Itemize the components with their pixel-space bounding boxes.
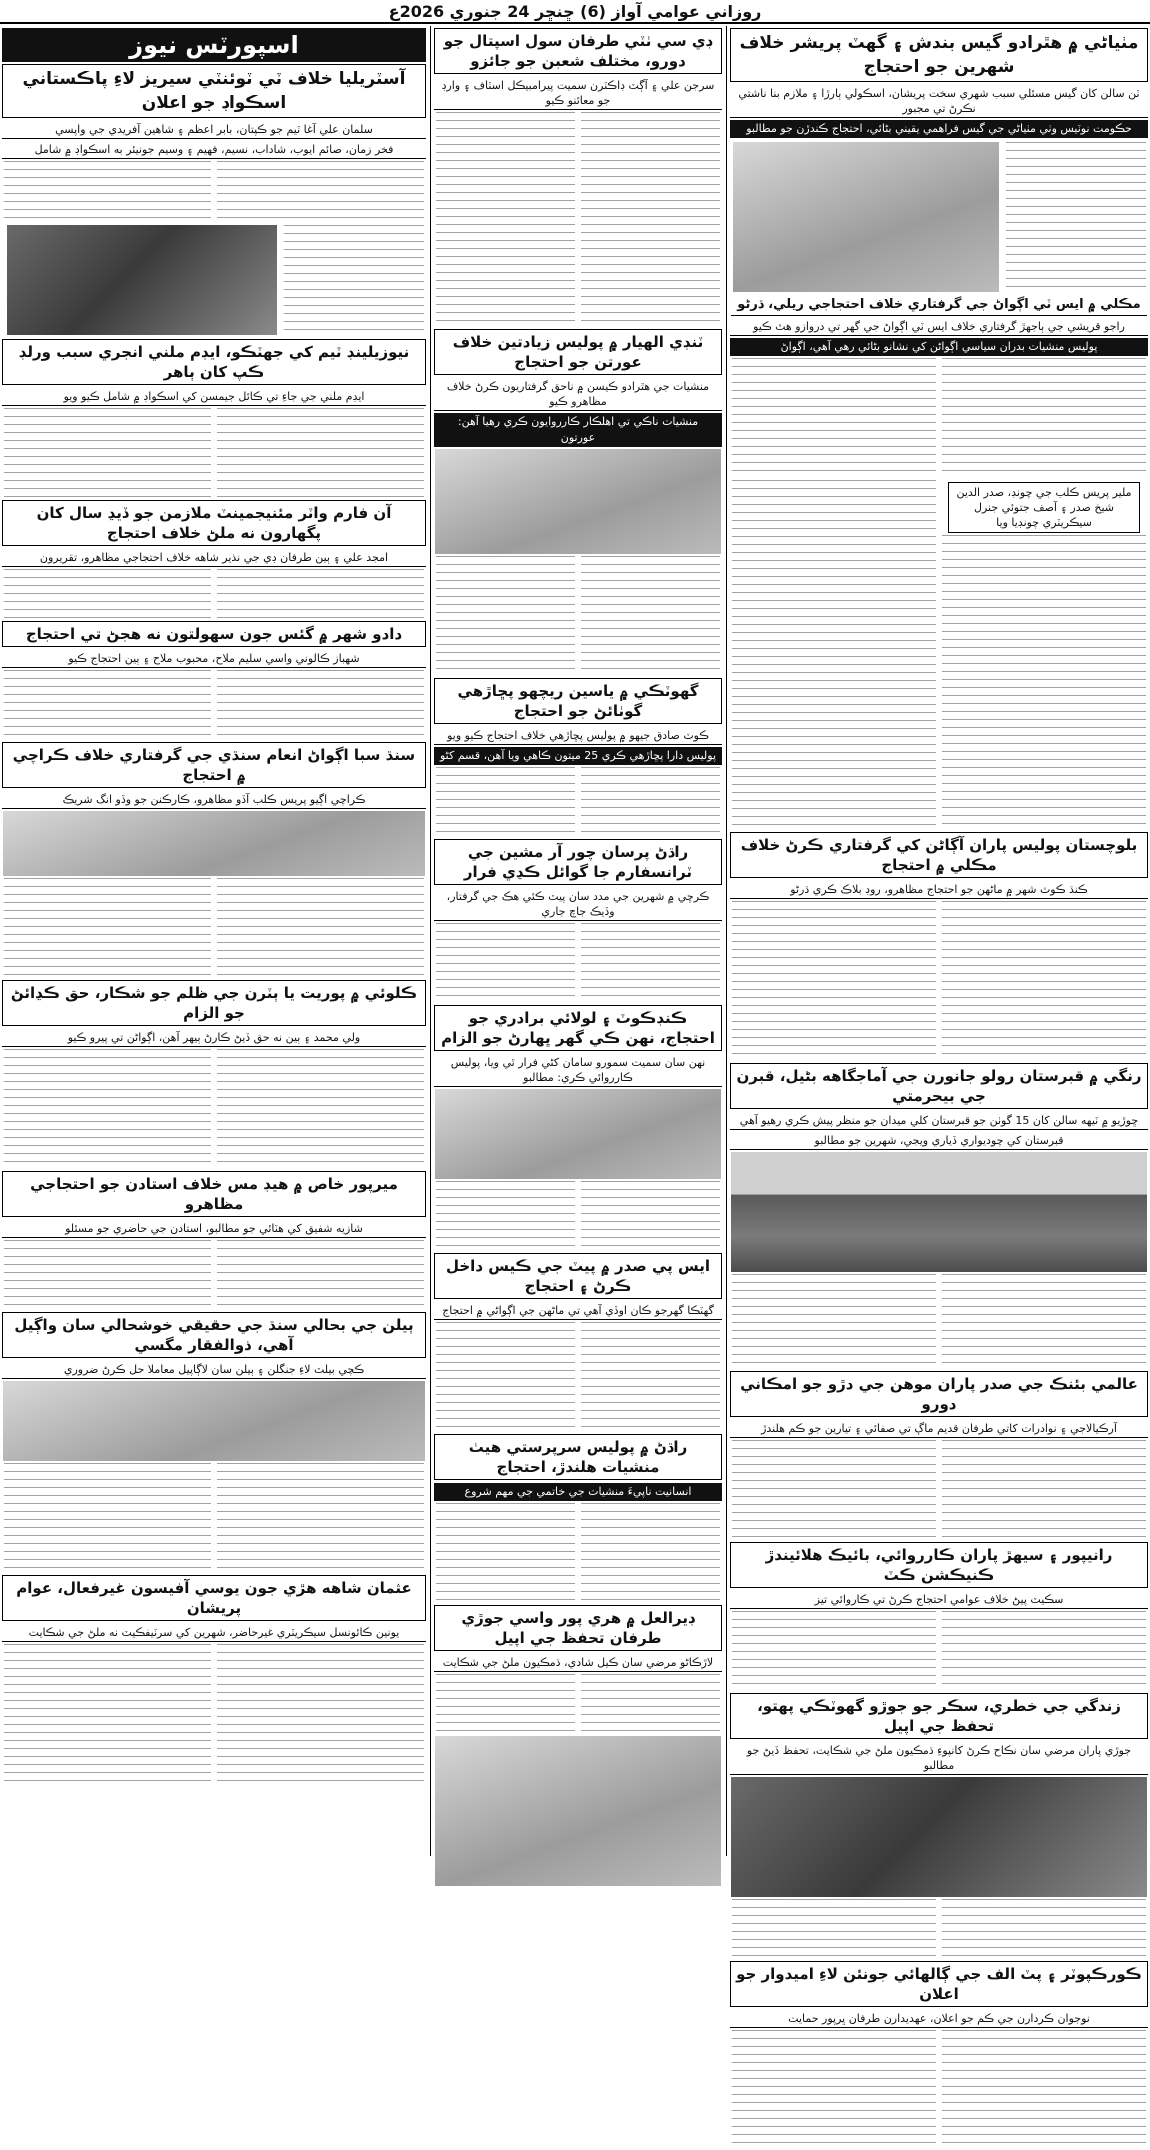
article-columns	[436, 1674, 720, 1734]
article-text	[436, 112, 575, 327]
photo-subheadline: راجو قريشي جي ٻاجهڙ گرفتاري خلاف ايس ٽي اڳواڻ جي گهر تي دروازو هٿ ڪيو	[730, 318, 1148, 336]
article-columns	[4, 878, 424, 978]
story-subheadline: ڪراچي اڳيو پريس ڪلب آڏو مظاهرو، ڪارڪنن جو وڏو انگ شريڪ	[2, 791, 426, 809]
article-text	[581, 556, 720, 676]
article-text	[942, 901, 1146, 1061]
column-divider	[726, 26, 727, 1856]
article-columns	[732, 1274, 1146, 1369]
right-column	[728, 26, 1150, 2025]
cricket-photo	[7, 225, 277, 335]
story-subheadline: ڪچي بيلٽ لاءِ جنگلن ۽ ٻيلن سان لاڳاپيل معاملا حل ڪرڻ ضروري	[2, 1361, 426, 1379]
article-columns	[4, 1049, 424, 1169]
article-columns	[436, 923, 720, 1003]
protest-photo	[733, 142, 999, 292]
lead-body	[728, 140, 1150, 294]
couple-photo	[731, 1777, 1147, 1897]
article-text	[217, 670, 424, 740]
story-deck: پوليس دارا پڇاڙهي ڪري 25 ميتون ڪاهي ويا آهن، قسم کڻو	[434, 747, 722, 765]
article-text	[732, 2030, 936, 2150]
article-text	[942, 2030, 1146, 2150]
graveyard-photo	[731, 1152, 1147, 1272]
article-text	[732, 480, 936, 830]
story-headline: ڪلوئي ۾ پوريت يا ٻٽرن جي ظلم جو شڪار، حق ڪڍائڻ جو الزام	[2, 980, 426, 1026]
article-text	[732, 1274, 936, 1369]
article-columns	[4, 569, 424, 619]
article-text	[436, 1181, 575, 1251]
article-text	[4, 161, 211, 221]
story-headline: ڊيرالعل ۾ هري پور واسي جوڙي طرفان تحفظ جي اپيل	[434, 1605, 722, 1651]
photo-headline: مڪلي ۾ ايس ٽي اڳواڻ جي گرفتاري خلاف احتجاجي ريلي، ڌرڻو	[731, 296, 1147, 316]
article-columns	[732, 2030, 1146, 2150]
article-text	[4, 569, 211, 619]
article-text	[4, 1644, 211, 1784]
story-headline: نيوزيلينڊ ٽيم کي جهٽڪو، ايڊم ملني انجري سبب ورلڊ ڪپ کان ٻاهر	[2, 339, 426, 385]
story-headline: ميرپور خاص ۾ هيڊ مس خلاف استادن جو احتجاجي مظاهرو	[2, 1171, 426, 1217]
story-headline: رانيپور ۽ سيهڙ پاران ڪارروائي، بائيڪ هلائيندڙ ڪنيڪشن ڪٽ	[730, 1542, 1148, 1588]
article-text	[4, 1049, 211, 1169]
protest-photo	[3, 811, 425, 876]
article-columns	[436, 1503, 720, 1603]
article-text	[942, 1440, 1146, 1540]
article-columns	[436, 1181, 720, 1251]
article-text	[284, 225, 424, 335]
article-text	[436, 767, 575, 837]
story-subheadline: نوجوان ڪردارن جي ڪم جو اعلان، عهديدارن طرفان ڀرپور حمايت	[730, 2010, 1148, 2028]
article-text	[581, 923, 720, 1003]
article-text	[217, 878, 424, 978]
story-subheadline: نهن سان سميت سمورو سامان کڻي فرار ٿي ويا، پوليس ڪارروائي ڪري: مطالبو	[434, 1054, 722, 1087]
story-subheadline: يونين ڪائونسل سيڪريٽري غيرحاضر، شهرين کي سرٽيفڪيٽ نه ملڻ جي شڪايت	[2, 1624, 426, 1642]
story-headline: عالمي بئنڪ جي صدر پاران موهن جي دڙو جو امڪاني دورو	[730, 1371, 1148, 1417]
story-headline: ايس پي صدر ۾ پيٽ جي ڪيس داخل ڪرڻ ۽ احتجاج	[434, 1253, 722, 1299]
article-columns	[4, 408, 424, 498]
article-text	[4, 408, 211, 498]
article-columns	[732, 358, 1146, 478]
article-text	[217, 1644, 424, 1784]
article-text	[217, 1463, 424, 1573]
story-headline: گهوٽڪي ۾ ياسين ريچهو پڇاڙهي گوٺائڻ جو احتجاج	[434, 678, 722, 724]
club-election-box: ملير پريس ڪلب جي چونڊ، صدر الدين شيخ صدر ۽ آصف جتوئي جنرل سيڪريٽري چونڊيا ويا	[948, 482, 1140, 533]
article-text	[4, 670, 211, 740]
story-headline: دادو شهر ۾ گئس جون سهولتون نه هجڻ تي احتجاج	[2, 621, 426, 647]
story-subheadline: ڪرڇي ۾ شهرين جي مدد سان پيٽ ڪئي هڪ جي گرفتار، وڏيڪ جاچ جاري	[434, 888, 722, 921]
story-headline: ٻيلن جي بحالي سنڌ جي حقيقي خوشحالي سان واڳيل آهي، ذوالفقار مگسي	[2, 1312, 426, 1358]
article-text	[217, 161, 424, 221]
middle-column	[432, 26, 724, 1856]
article-text	[436, 923, 575, 1003]
sports-news-banner: اسپورٽس نيوز	[2, 28, 426, 62]
article-text	[217, 569, 424, 619]
article-text	[436, 1322, 575, 1432]
article-columns	[4, 1644, 424, 1784]
forest-meeting-photo	[3, 1381, 425, 1461]
story-headline: راڌڻ ۾ پوليس سرپرستي هيٺ منشيات هلندڙ، احتجاج	[434, 1434, 722, 1480]
story-headline: آسٽريليا خلاف ٽي ٽوئنٽي سيريز لاءِ پاڪستاني اسڪواڊ جو اعلان	[2, 64, 426, 118]
story-deck: منشيات ناڪي تي اهلڪار ڪارروايون ڪري رهيا آهن: عورتون	[434, 413, 722, 447]
article-text	[4, 1463, 211, 1573]
story-headline: ڪورڪپوٽر ۽ پٽ الف جي ڳالهائي جونئن لاءِ اميدوار جو اعلان	[730, 1961, 1148, 2007]
article-text	[581, 1503, 720, 1603]
story-subheadline: لاڙڪاڻو مرضي سان ڪيل شادي، ڌمڪيون ملڻ جي شڪايت	[434, 1654, 722, 1672]
story-subheadline: شازيه شفيق کي هٽائي جو مطالبو، استادن جي حاضري جو مسئلو	[2, 1220, 426, 1238]
article-text	[732, 901, 936, 1061]
article-text	[732, 1899, 936, 1959]
story-subheadline: ڪنڌ ڪوٽ شهر ۾ ماڻهن جو احتجاج مظاهرو، روڊ بلاڪ ڪري ڌرڻو	[730, 881, 1148, 899]
article-columns	[4, 1463, 424, 1573]
story-headline: عثمان شاهه هڙي جون يوسي آفيسون غيرفعال، عوام پريشان	[2, 1575, 426, 1621]
article-text	[581, 767, 720, 837]
story-subheadline: گهٽڪا گهرجو ڪان اوڏي آهي تي ماڻهن جي اڳواڻي ۾ احتجاج	[434, 1302, 722, 1320]
masthead	[0, 0, 1150, 24]
masthead-text: روزاني عوامي آواز (6) ڇنڇر 24 جنوري 2026ع	[388, 1, 762, 21]
article-text	[581, 1322, 720, 1432]
story-headline: رنگي ۾ قبرستان رولو جانورن جي آماجگاهه بڻيل، قبرن جي بيحرمتي	[730, 1063, 1148, 1109]
article-text	[436, 556, 575, 676]
sports-body	[0, 223, 428, 337]
story-subheadline: ڪوٽ صادق جيهو ۾ پوليس پڇاڙهي خلاف احتجاج ڪيو ويو	[434, 727, 722, 745]
story-headline: ڊي سي ٺٽي طرفان سول اسپتال جو دورو، مختلف شعبن جو جائزو	[434, 28, 722, 74]
article-text	[942, 1274, 1146, 1369]
article-text	[1006, 142, 1146, 292]
story-headline: زندگي جي خطري، سڪر جو جوڙو گهوٽڪي پهتو، تحفظ جي اپيل	[730, 1693, 1148, 1739]
article-columns	[4, 1240, 424, 1310]
article-text	[732, 1611, 936, 1691]
article-text	[942, 535, 1146, 825]
column-divider	[430, 26, 431, 1856]
article-columns	[732, 1611, 1146, 1691]
lead-headline: مٺياڻي ۾ هٿرادو گيس بندش ۽ گهٽ پريشر خلاف شهرين جو احتجاج	[730, 28, 1148, 82]
article-text	[217, 408, 424, 498]
story-headline: ٽنڊي الهيار ۾ پوليس زيادتين خلاف عورتن جو احتجاج	[434, 329, 722, 375]
story-deck: انسانيت ناپيءَ منشيات جي خاتمي جي مهم شروع	[434, 1483, 722, 1501]
article-columns	[436, 1322, 720, 1432]
story-subheadline: ڇوڙيو ۾ ٽيهه سالن کان 15 گوٺن جو قبرستان کلي ميدان جو منظر پيش ڪري رهيو آهي	[730, 1112, 1148, 1130]
story-subheadline: جوڙي پاران مرضي سان نڪاح ڪرڻ کانپوءِ ڌمڪيون ملڻ جي شڪايت، تحفظ ڏيڻ جو مطالبو	[730, 1742, 1148, 1775]
story-subheadline: شهباز ڪالوني واسي سليم ملاح، محبوب ملاح ۽ ٻين احتجاج ڪيو	[2, 650, 426, 668]
article-text	[436, 1503, 575, 1603]
article-text	[581, 1674, 720, 1734]
article-columns	[436, 112, 720, 327]
article-columns	[4, 670, 424, 740]
story-subheadline: منشيات جي هٿرادو ڪيسن ۾ ناحق گرفتاريون ڪرڻ خلاف مظاهرو ڪيو	[434, 378, 722, 411]
article-text	[942, 358, 1146, 478]
couple-photo	[435, 1736, 721, 1886]
article-columns	[436, 767, 720, 837]
story-subheadline: آرڪيالاجي ۽ نوادرات کاتي طرفان قديم ماڳ تي صفائي ۽ تيارين جو ڪم هلندڙ	[730, 1420, 1148, 1438]
lead-deck: حڪومت نوٽيس وٺي مٺياڻي جي گيس فراهمي يقيني بڻائي، احتجاج ڪندڙن جو مطالبو	[730, 120, 1148, 138]
story-headline: بلوچستان پوليس پاران آڳاڻن کي گرفتاري ڪرڻ خلاف مڪلي ۾ احتجاج	[730, 832, 1148, 878]
article-text	[217, 1240, 424, 1310]
article-columns	[732, 1440, 1146, 1540]
story-subheadline: امجد علي ۽ ٻين طرفان ڊي جي نذير شاهه خلاف احتجاجي مظاهرو، تقريرون	[2, 549, 426, 567]
story-subheadline: سڪيٽ پيڻ خلاف عوامي احتجاج ڪرڻ تي ڪاروائي تيز	[730, 1591, 1148, 1609]
article-text	[581, 1181, 720, 1251]
family-photo	[435, 1089, 721, 1179]
article-text	[732, 1440, 936, 1540]
photo-deck: پوليس منشيات بدران سياسي اڳواڻن کي نشانو بڻائي رهي آهي، اڳواڻ	[730, 338, 1148, 356]
story-subheadline: ولي محمد ۽ ٻين نه حق ڏيڻ ڪارڻ ٻيهر آهن، اڳواڻن تي پيرو ڪيو	[2, 1029, 426, 1047]
article-text	[436, 1674, 575, 1734]
article-columns	[436, 556, 720, 676]
lead-subheadline: ٽن سالن کان گيس مسئلي سبب شهري سخت پريشان، اسڪولي ٻارڙا ۽ ملازم بنا ناشتي نڪرڻ تي مجبور	[730, 85, 1148, 118]
left-column	[0, 26, 428, 1856]
story-subheadline: سرجن علي ۽ آڳٽ ڊاڪٽرن سميت پيرامبيڪل اسٽاف ۽ وارڊ جو معائنو ڪيو	[434, 77, 722, 110]
article-columns	[4, 161, 424, 221]
story-subheadline: فخر زمان، صائم ايوب، شاداب، نسيم، فهيم ۽ وسيم جونيئر به اسڪواڊ ۾ شامل	[2, 141, 426, 159]
article-text	[581, 112, 720, 327]
story-subheadline: قبرستان کي چوديواري ڏياري ويجي، شهرين جو مطالبو	[730, 1132, 1148, 1150]
story-headline: ڪنڊڪوٽ ۽ لولائي برادري جو احتجاج، نهن ڪي گهر ڀهارڻ جو الزام	[434, 1005, 722, 1051]
article-columns	[732, 480, 1146, 830]
article-text	[732, 358, 936, 478]
article-columns	[732, 1899, 1146, 1959]
article-text	[942, 1611, 1146, 1691]
story-headline: راڌڻ پرسان چور آر مشين جي ٽرانسفارم جا گوائل ڪڍي فرار	[434, 839, 722, 885]
article-text	[942, 1899, 1146, 1959]
story-subheadline: ايڊم ملني جي جاءِ تي ڪائل جيمسن کي اسڪواڊ ۾ شامل ڪيو ويو	[2, 388, 426, 406]
article-text	[217, 1049, 424, 1169]
article-text	[4, 878, 211, 978]
article-columns	[732, 901, 1146, 1061]
women-protest-photo	[435, 449, 721, 554]
story-headline: سنڌ سبا اڳواڻ انعام سنڌي جي گرفتاري خلاف ڪراچي ۾ احتجاج	[2, 742, 426, 788]
story-headline: آن فارم واٽر مئنيجمينٽ ملازمن جو ڏيڍ سال کان پگهارون نه ملڻ خلاف احتجاج	[2, 500, 426, 546]
story-subheadline: سلمان علي آغا ٽيم جو ڪپتان، بابر اعظم ۽ شاهين آفريدي جي واپسي	[2, 121, 426, 139]
article-text	[4, 1240, 211, 1310]
